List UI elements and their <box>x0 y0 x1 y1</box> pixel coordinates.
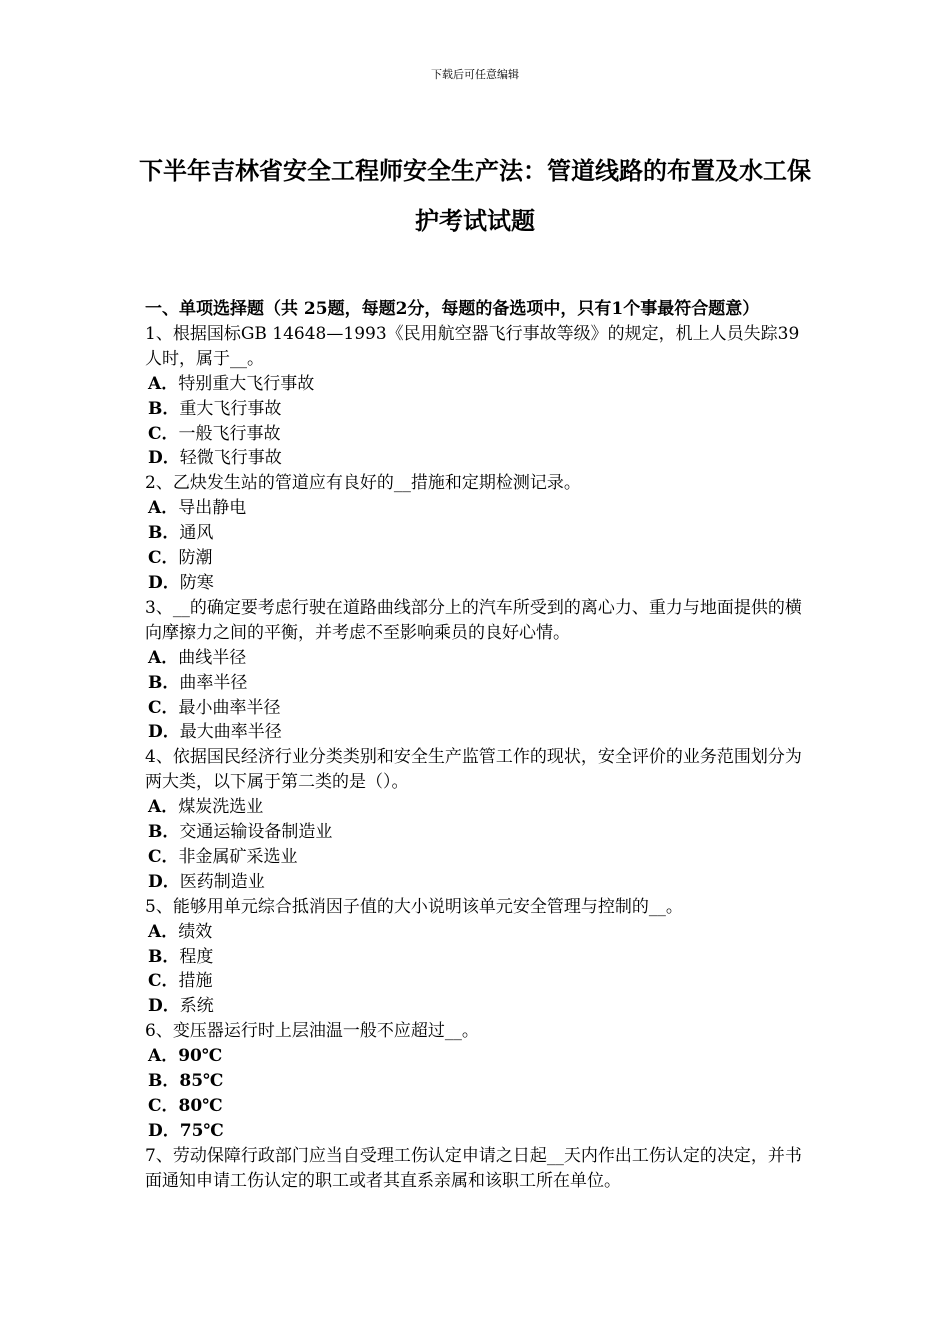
option-b <box>145 945 810 970</box>
option-letter: A． <box>148 647 179 668</box>
option-b <box>145 397 810 422</box>
option-letter: C． <box>148 1096 179 1116</box>
option-letter: B． <box>148 946 180 967</box>
option-text: 系统 <box>179 996 214 1017</box>
option-letter: B． <box>148 1071 180 1092</box>
option-text: 75℃ <box>179 1120 224 1141</box>
option-d <box>145 720 810 745</box>
option-a <box>145 372 810 397</box>
option-letter: C． <box>148 697 179 718</box>
question-1 <box>145 322 810 471</box>
option-d <box>145 571 810 596</box>
option-text: 绩效 <box>178 921 213 942</box>
option-letter: C． <box>148 548 179 569</box>
option-letter: B． <box>148 523 180 544</box>
option-c <box>145 422 810 447</box>
header-note: 下载后可任意编辑 <box>431 68 519 81</box>
option-letter: B． <box>148 822 180 843</box>
option-letter: D． <box>148 871 180 892</box>
option-letter: A． <box>148 797 179 818</box>
question-7 <box>145 1144 810 1194</box>
option-text: 程度 <box>179 946 214 967</box>
option-text: 曲率半径 <box>179 672 248 693</box>
question-stem: 3、__的确定要考虑行驶在道路曲线部分上的汽车所受到的离心力、重力与地面提供的横向摩擦力之间的平衡，并考虑不至影响乘员的良好心情。 <box>145 597 802 643</box>
exam-content <box>145 297 810 1194</box>
option-text: 导出静电 <box>178 498 247 519</box>
question-5 <box>145 895 810 1020</box>
option-d <box>145 1119 810 1144</box>
option-c <box>145 1094 810 1119</box>
option-text: 煤炭洗选业 <box>178 797 264 818</box>
option-d <box>145 446 810 471</box>
option-a <box>145 646 810 671</box>
option-letter: C． <box>148 846 179 867</box>
option-c <box>145 696 810 721</box>
option-letter: D． <box>148 722 180 743</box>
option-letter: A． <box>148 921 179 942</box>
option-text: 一般飞行事故 <box>178 423 281 444</box>
option-text: 通风 <box>179 523 214 544</box>
question-6 <box>145 1019 810 1144</box>
option-text: 防寒 <box>179 572 214 593</box>
question-stem: 2、乙炔发生站的管道应有良好的__措施和定期检测记录。 <box>145 473 581 494</box>
option-text: 交通运输设备制造业 <box>179 822 333 843</box>
option-text: 轻微飞行事故 <box>179 448 282 469</box>
question-4 <box>145 745 810 894</box>
option-a <box>145 496 810 521</box>
option-a <box>145 1044 810 1069</box>
option-b <box>145 1069 810 1094</box>
option-letter: C． <box>148 423 179 444</box>
question-2 <box>145 471 810 596</box>
option-text: 80℃ <box>178 1096 223 1116</box>
option-letter: B． <box>148 398 180 419</box>
option-text: 措施 <box>178 971 213 992</box>
document-title: 下半年吉林省安全工程师安全生产法：管道线路的布置及水工保护考试试题 <box>139 156 811 235</box>
question-stem: 4、依据国民经济行业分类类别和安全生产监管工作的现状，安全评价的业务范围划分为两大类，以下属于第二类的是（）。 <box>145 747 802 793</box>
option-a <box>145 920 810 945</box>
option-b <box>145 671 810 696</box>
option-text: 特别重大飞行事故 <box>178 373 315 394</box>
option-d <box>145 870 810 895</box>
option-d <box>145 994 810 1019</box>
option-letter: C． <box>148 971 179 992</box>
option-b <box>145 521 810 546</box>
option-b <box>145 820 810 845</box>
option-text: 医药制造业 <box>179 871 265 892</box>
option-letter: D． <box>148 1120 180 1141</box>
option-letter: D． <box>148 572 180 593</box>
option-text: 防潮 <box>178 548 213 569</box>
option-text: 重大飞行事故 <box>179 398 282 419</box>
option-c <box>145 546 810 571</box>
option-letter: A． <box>148 373 179 394</box>
question-stem: 5、能够用单元综合抵消因子值的大小说明该单元安全管理与控制的__。 <box>145 896 683 917</box>
section-heading: 一、单项选择题（共 25题，每题2分，每题的备选项中，只有1个事最符合题意） <box>145 299 760 319</box>
option-letter: A． <box>148 498 179 519</box>
question-stem: 1、根据国标GB 14648—1993《民用航空器飞行事故等级》的规定，机上人员失踪39人时，属于__。 <box>145 323 800 369</box>
option-text: 85℃ <box>179 1071 224 1092</box>
option-text: 90℃ <box>178 1046 223 1067</box>
question-stem: 6、变压器运行时上层油温一般不应超过__。 <box>145 1021 479 1042</box>
option-text: 曲线半径 <box>178 647 247 668</box>
option-c <box>145 845 810 870</box>
option-letter: B． <box>148 672 180 693</box>
option-text: 最大曲率半径 <box>179 722 282 743</box>
question-stem: 7、劳动保障行政部门应当自受理工伤认定申请之日起__天内作出工伤认定的决定，并书面通知申请工伤认定的职工或者其直系亲属和该职工所在单位。 <box>145 1145 802 1191</box>
option-letter: D． <box>148 448 180 469</box>
option-c <box>145 969 810 994</box>
question-3 <box>145 596 810 745</box>
option-letter: D． <box>148 996 180 1017</box>
option-text: 最小曲率半径 <box>178 697 281 718</box>
option-a <box>145 795 810 820</box>
option-text: 非金属矿采选业 <box>178 846 298 867</box>
option-letter: A． <box>148 1046 179 1067</box>
